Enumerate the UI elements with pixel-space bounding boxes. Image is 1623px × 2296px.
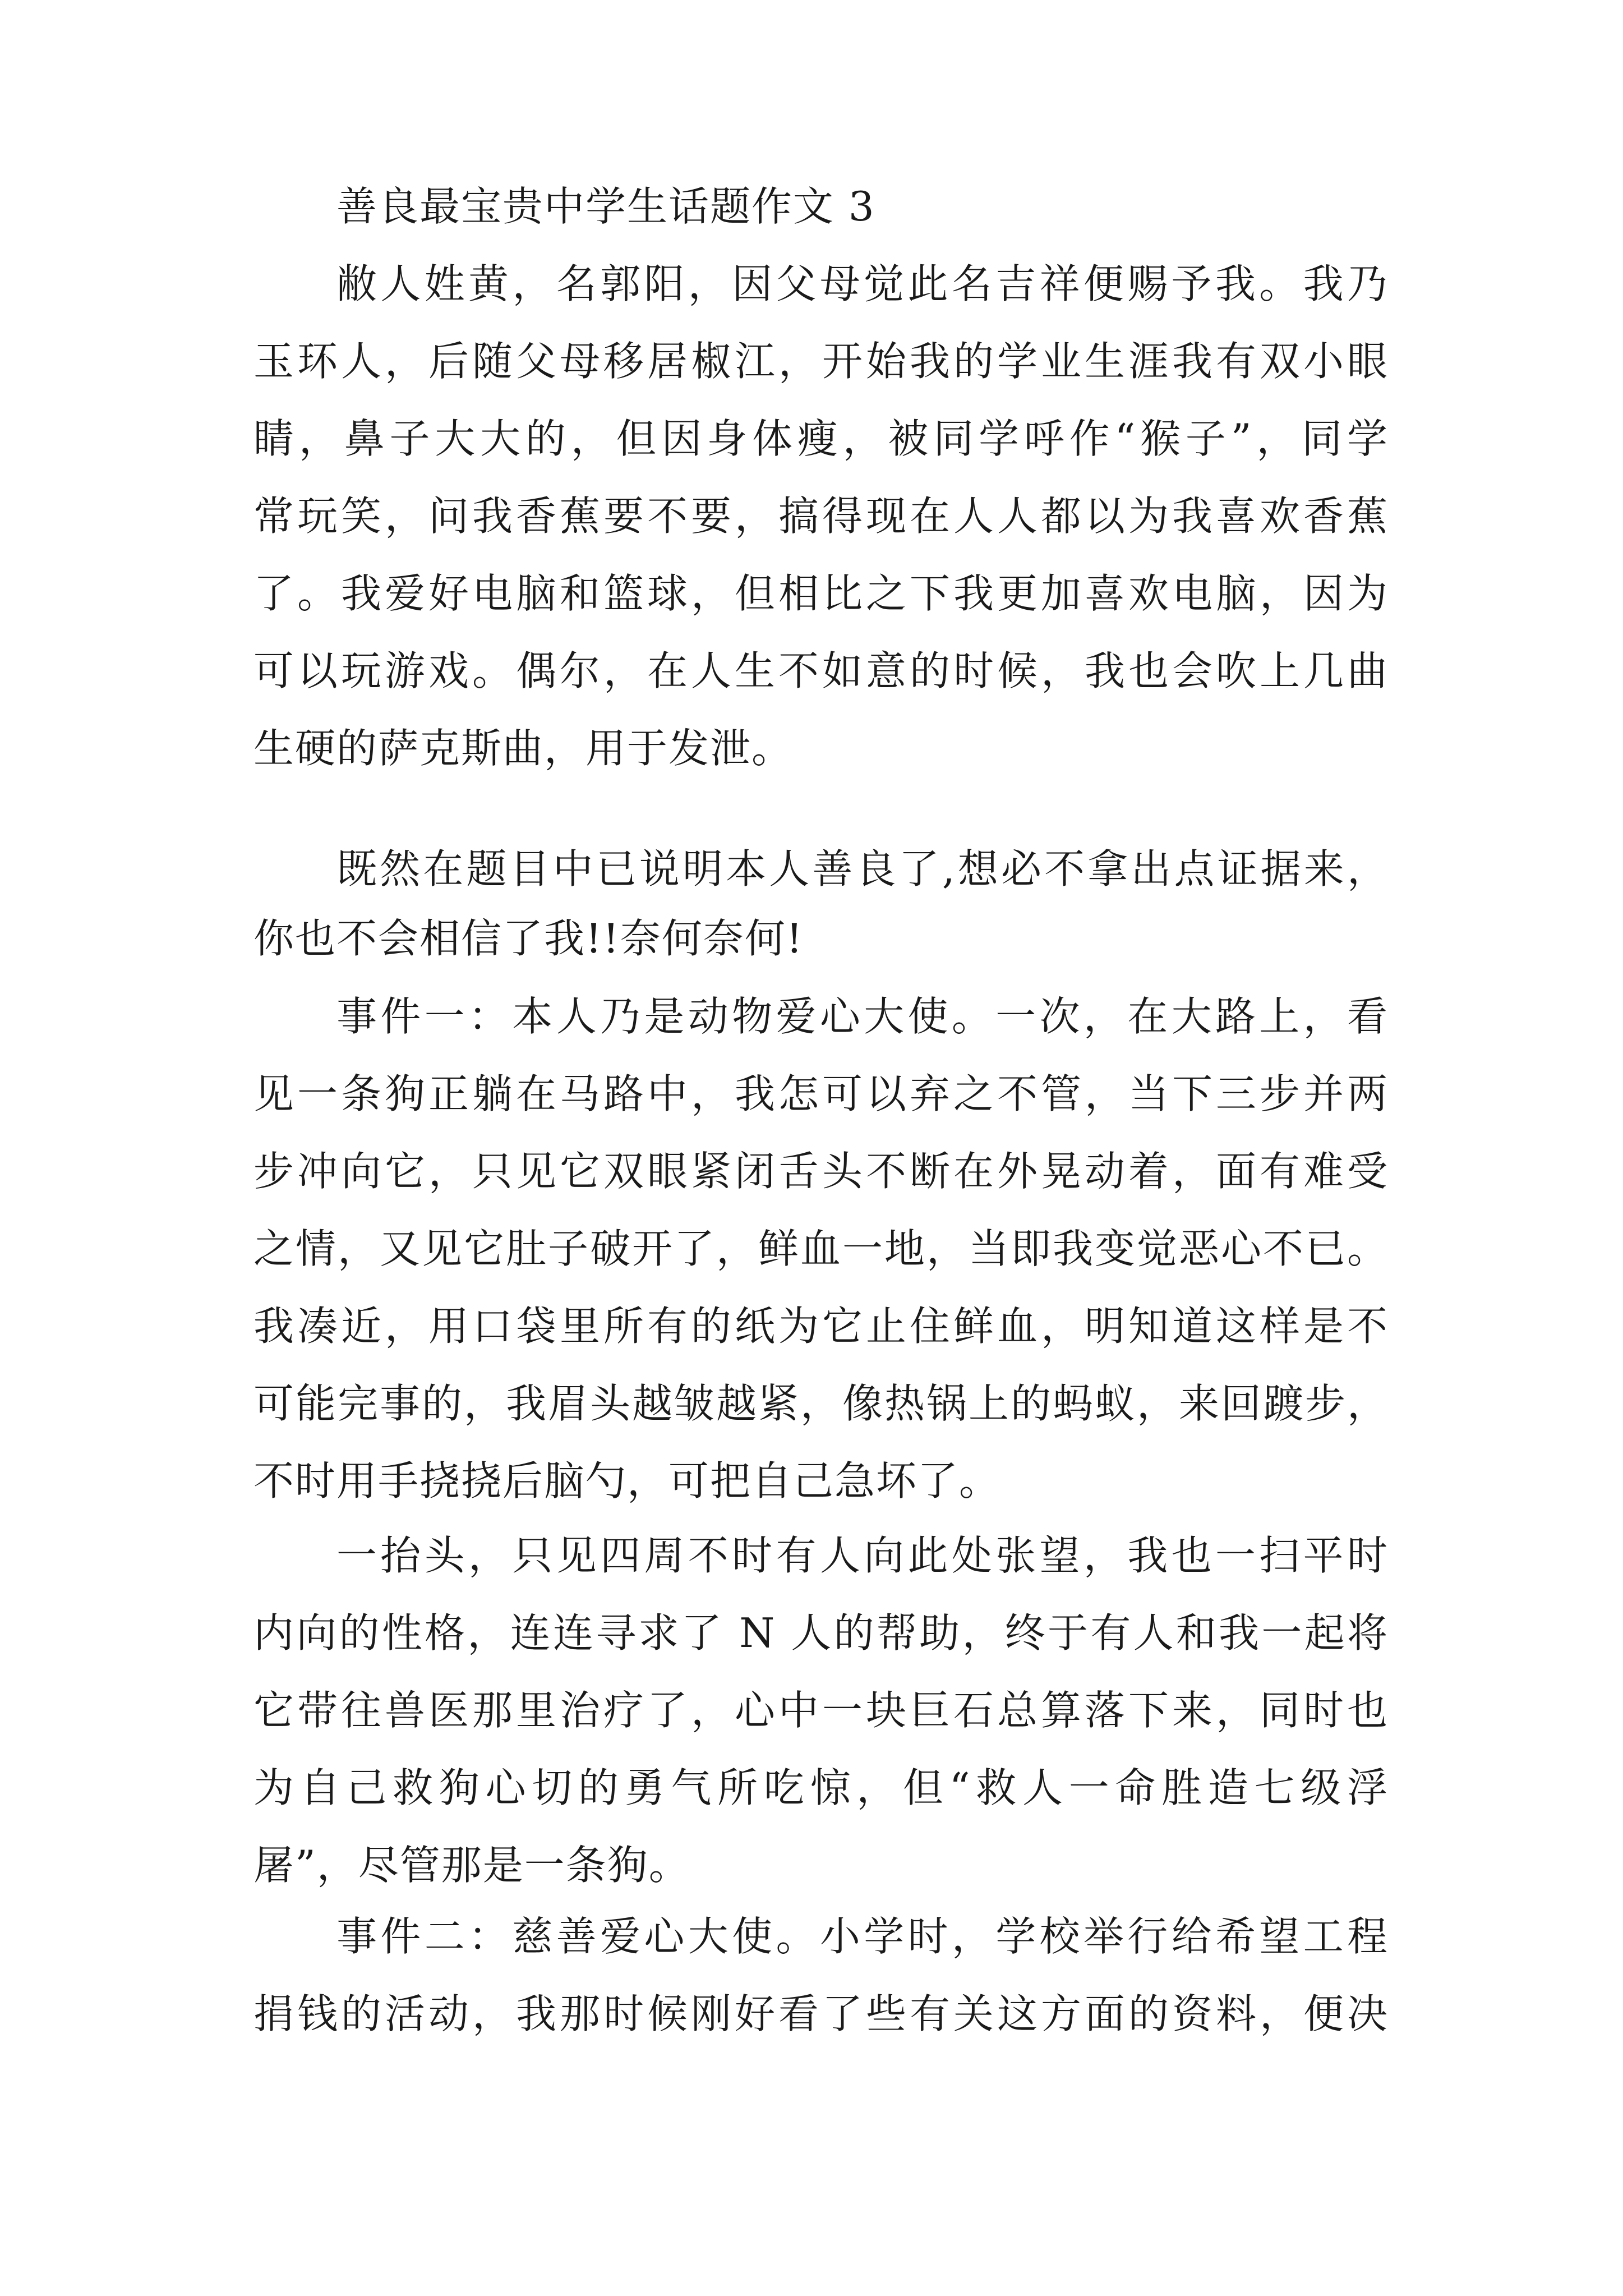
text-line: 屠”，尽管那是一条狗。: [253, 1842, 690, 1889]
text-line: 事件一：本人乃是动物爱心大使。一次，在大路上，看: [336, 993, 1389, 1040]
text-line: 睛，鼻子大大的，但因身体瘦，被同学呼作“猴子”，同学: [253, 415, 1389, 462]
text-line: 内向的性格，连连寻求了 N 人的帮助，终于有人和我一起将: [253, 1609, 1389, 1657]
text-line: 不时用手挠挠后脑勺，可把自己急坏了。: [253, 1457, 1001, 1504]
document-title: 善良最宝贵中学生话题作文 3: [336, 183, 875, 230]
text-line: 常玩笑，问我香蕉要不要，搞得现在人人都以为我喜欢香蕉: [253, 493, 1389, 540]
paragraph: [253, 978, 1389, 1520]
text-line: 步冲向它，只见它双眼紧闭舌头不断在外晃动着，面有难受: [253, 1148, 1389, 1195]
text-line: 事件二：慈善爱心大使。小学时，学校举行给希望工程: [336, 1913, 1389, 1960]
text-line: 可能完事的，我眉头越皱越紧，像热锅上的蚂蚁，来回踱步，: [253, 1380, 1389, 1427]
text-line: 之情，又见它肚子破开了，鲜血一地，当即我变觉恶心不已。: [253, 1225, 1389, 1272]
text-line: 敝人姓黄，名郭阳，因父母觉此名吉祥便赐予我。我乃: [336, 260, 1389, 307]
text-line: 了。我爱好电脑和篮球，但相比之下我更加喜欢电脑，因为: [253, 570, 1389, 617]
text-line: 我凑近，用口袋里所有的纸为它止住鲜血，明知道这样是不: [253, 1303, 1389, 1350]
text-line: 见一条狗正躺在马路中，我怎可以弃之不管，当下三步并两: [253, 1070, 1389, 1117]
text-line: 既然在题目中已说明本人善良了,想必不拿出点证据来，: [336, 845, 1389, 892]
text-line: 一抬头，只见四周不时有人向此处张望，我也一扫平时: [336, 1532, 1389, 1579]
text-line: 捐钱的活动，我那时候刚好看了些有关这方面的资料，便决: [253, 1990, 1389, 2037]
paragraph: [253, 834, 1389, 973]
paragraph: [253, 245, 1389, 787]
text-line: 可以玩游戏。偶尔，在人生不如意的时候，我也会吹上几曲: [253, 647, 1389, 694]
text-line: 生硬的萨克斯曲，用于发泄。: [253, 725, 794, 772]
text-line: 你也不会相信了我!!奈何奈何!: [253, 915, 804, 962]
paragraph: [253, 1517, 1389, 1904]
document-body: [253, 168, 1389, 2053]
paragraph: [253, 1898, 1389, 2053]
text-line: 它带往兽医那里治疗了，心中一块巨石总算落下来，同时也: [253, 1687, 1389, 1734]
text-line: 为自己救狗心切的勇气所吃惊，但“救人一命胜造七级浮: [253, 1764, 1389, 1811]
text-line: 玉环人，后随父母移居椒江，开始我的学业生涯我有双小眼: [253, 338, 1389, 385]
